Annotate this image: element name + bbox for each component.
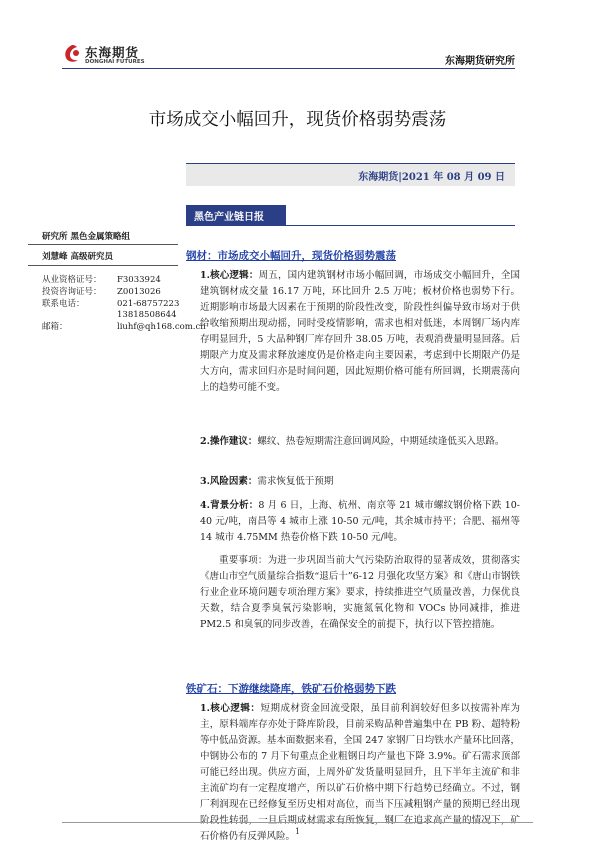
page-number: 1 <box>294 827 301 836</box>
report-banner <box>186 205 286 225</box>
contact-label: 联系电话： <box>42 298 85 309</box>
steel-core-logic <box>200 268 520 396</box>
contact-value: Z0013026 <box>117 286 161 297</box>
para-label: 4.背景分析： <box>200 500 259 511</box>
steel-suggestion <box>200 434 520 450</box>
contact-row <box>42 322 206 334</box>
contact-value: 13818508644 <box>117 310 177 321</box>
contact-label: 从业资格证号： <box>42 275 102 285</box>
contact-row <box>42 275 206 287</box>
contact-label: 投资咨询证号： <box>42 286 102 297</box>
steel-section-title[interactable]: 钢材：市场成交小幅回升，现货价格弱势震荡 <box>186 250 396 262</box>
page-title: 市场成交小幅回升，现货价格弱势震荡 <box>148 110 447 130</box>
donghai-logo-icon <box>63 44 81 64</box>
para-text: 短期成材资金回流受限，虽目前利润较好但多以按需补库为主，原料端库存亦处于降库阶段，目前采购品种普遍集中在 PB 粉、超特粉等中低品资源。基本面数据来看，全国 247 家钢厂日均铁水产量环比回落，中钢协公布的 7 月下旬重点企业粗钢日均产量也下降 3.9%。矿石需求顶部可能已经出现。供应方面，上周外矿发货量明显回升，且下半年主流矿和非主流矿均有一定程度增产，所以矿石价格中期下行趋势已经确立。不过，钢厂利润现在已经修复至历史相对高位，而当下压减粗钢产量的预期已经出现阶段性转弱，一旦后期成材需求有所恢复，钢厂在追求高产量的情况下，矿石价格仍有反弹风险。 <box>200 703 520 842</box>
contact-value: 021-68757223 <box>117 298 180 309</box>
footer-divider <box>62 822 533 823</box>
banner-divider <box>186 225 515 226</box>
logo-text-cn: 东海期货 <box>85 45 140 60</box>
logo-text-en: DONGHAI FUTURES <box>85 59 145 65</box>
para-label: 3.风险因素： <box>200 476 258 487</box>
contact-row <box>42 310 206 322</box>
contact-label: 邮箱： <box>42 322 68 333</box>
left-divider <box>28 265 178 266</box>
contact-value: F3033924 <box>117 275 161 285</box>
para-text: 螺纹、热卷短期需注意回调风险，中期延续逢低买入思路。 <box>257 436 505 447</box>
analyst-name: 刘慧峰 高级研究员 <box>42 252 113 262</box>
analyst-contact <box>42 275 206 334</box>
para-text: 需求恢复低于预期 <box>257 476 334 487</box>
para-label: 1.核心逻辑： <box>200 703 261 714</box>
banner-text: 黑色产业链日报 <box>194 212 264 223</box>
dateline-text: 东海期货|2021 年 08 月 09 日 <box>358 172 505 183</box>
contact-row <box>42 299 206 311</box>
para-text: 8 月 6 日，上海、杭州、南京等 21 城市螺纹钢价格下跌 10-40 元/吨，南昌等 4 城市上涨 10-50 元/吨，其余城市持平；合肥、福州等 14 城市 4.75MM 热卷价格下跌 10-50 元/吨。 <box>200 500 520 543</box>
steel-risk <box>200 474 520 490</box>
contact-row <box>42 287 206 299</box>
email-link[interactable]: liuhf@qh168.com.cn <box>117 322 206 333</box>
dateline-bar <box>186 163 515 186</box>
para-text: 周五，国内建筑钢材市场小幅回调，市场成交小幅回升，全国建筑钢材成交量 16.17 万吨，环比回升 2.5 万吨；板材价格也弱势下行。近期影响市场最大因素在于预期的阶段性改变，阶段性纠偏导致市场对于供给收缩预期出现动摇，同时受疫情影响，需求也相对低迷，本周钢厂场内库存明显回升，5 大品种钢厂库存回升 38.05 万吨，表观消费量明显回落。后期限产力度及需求释放速度仍是价格走向主要因素，考虑到中长期限产仍是大方向，需求回归亦是时间问题，因此短期价格可能有所回调，长期震荡向上的趋势可能不变。 <box>200 270 520 393</box>
iron-core-logic <box>200 701 520 842</box>
header-org: 东海期货研究所 <box>445 56 515 67</box>
left-divider <box>28 244 178 245</box>
company-logo <box>63 42 143 70</box>
steel-background <box>200 498 520 546</box>
header-divider <box>62 68 515 69</box>
department-label: 研究所 黑色金属策略组 <box>42 232 130 242</box>
iron-section-title[interactable]: 铁矿石：下游继续降库，铁矿石价格弱势下跌 <box>186 683 396 695</box>
steel-important-items: 重要事项：为进一步巩固当前大气污染防治取得的显著成效，贯彻落实《唐山市空气质量综合指数“退后十”6-12 月强化攻坚方案》和《唐山市钢铁行业企业环境问题专项治理方案》要求，持续推进空气质量改善，力保优良天数，结合夏季臭氧污染影响，实施氮氧化物和 VOCs 协同减排，推进 PM2.5 和臭氧的同步改善，在确保安全的前提下，执行以下管控措施。 <box>200 555 520 630</box>
para-label: 2.操作建议： <box>200 436 258 447</box>
para-label: 1.核心逻辑： <box>200 270 259 281</box>
